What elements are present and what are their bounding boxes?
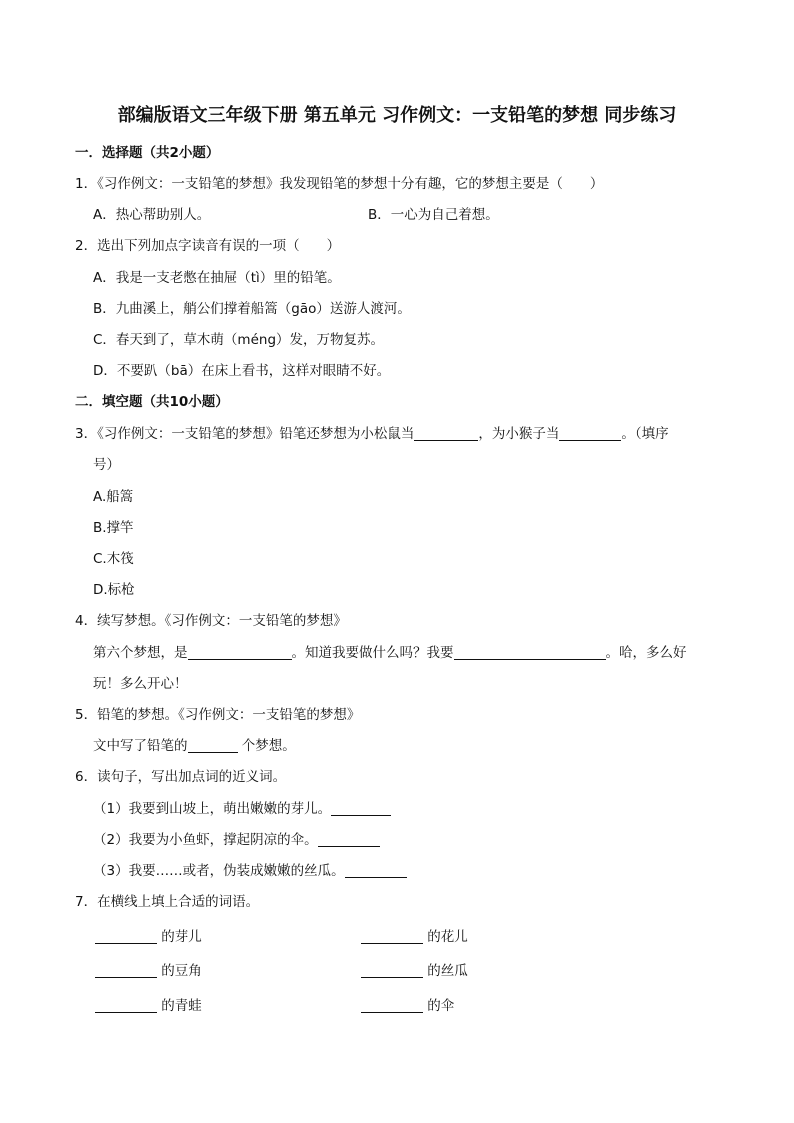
question-3-stem — [75, 425, 669, 443]
question-7-stem: 7．在横线上填上合适的词语。 — [75, 894, 260, 910]
answer-blank[interactable] — [331, 801, 391, 816]
question-3-text-1: 3．《习作例文：一支铅笔的梦想》铅笔还梦想为小松鼠当 — [75, 426, 415, 442]
question-1-option-b: B．一心为自己着想。 — [368, 207, 499, 223]
question-3-text-4: 号） — [93, 457, 120, 473]
question-4-text-4: 玩！多么开心！ — [93, 676, 188, 692]
question-7-item-4 — [361, 962, 468, 980]
question-3-option-c: C.木筏 — [93, 551, 134, 567]
question-2-option-c: C．春天到了，草木萌（méng）发，万物复苏。 — [93, 332, 385, 348]
question-6-sentence-3-text: （3）我要……或者，伪装成嫩嫩的丝瓜。 — [93, 863, 345, 879]
question-7-item-6 — [361, 997, 454, 1015]
question-3-option-a: A.船篙 — [93, 489, 134, 505]
question-3-option-b: B.撑竿 — [93, 520, 134, 536]
question-2-stem: 2．选出下列加点字读音有误的一项（ ） — [75, 238, 341, 254]
question-4-text-3: 。哈，多么好 — [605, 645, 687, 661]
question-6-sentence-2 — [93, 831, 380, 849]
question-7-item-3 — [95, 962, 202, 980]
section-heading-choice: 一．选择题（共2小题） — [75, 145, 220, 161]
question-7-item-3-text: 的豆角 — [161, 963, 202, 979]
answer-blank[interactable] — [95, 929, 157, 944]
question-3-option-d: D.标枪 — [93, 582, 135, 598]
answer-blank[interactable] — [188, 645, 292, 660]
answer-blank[interactable] — [188, 738, 238, 753]
answer-blank[interactable] — [454, 645, 606, 660]
question-5-text-2: 个梦想。 — [241, 738, 296, 754]
answer-blank[interactable] — [345, 863, 407, 878]
question-7-item-2 — [361, 928, 468, 946]
question-4-text-1: 第六个梦想，是 — [93, 645, 188, 661]
answer-blank[interactable] — [95, 998, 157, 1013]
question-6-sentence-1 — [93, 800, 391, 818]
page-title: 部编版语文三年级下册 第五单元 习作例文：一支铅笔的梦想 同步练习 — [117, 105, 677, 126]
question-4-stem: 4．续写梦想。《习作例文：一支铅笔的梦想》 — [75, 613, 347, 629]
answer-blank[interactable] — [361, 998, 423, 1013]
answer-blank[interactable] — [361, 929, 423, 944]
question-3-text-2: ，为小猴子当 — [478, 426, 560, 442]
answer-blank[interactable] — [559, 426, 621, 441]
question-7-item-5 — [95, 997, 202, 1015]
question-2-option-b: B．九曲溪上，艄公们撑着船篙（gāo）送游人渡河。 — [93, 301, 411, 317]
answer-blank[interactable] — [361, 963, 423, 978]
question-6-sentence-2-text: （2）我要为小鱼虾，撑起阴凉的伞。 — [93, 832, 318, 848]
question-1-stem: 1．《习作例文：一支铅笔的梦想》我发现铅笔的梦想十分有趣，它的梦想主要是（ ） — [75, 176, 604, 192]
question-7-item-6-text: 的伞 — [427, 998, 455, 1014]
answer-blank[interactable] — [95, 963, 157, 978]
question-3-text-3: 。（填序 — [621, 426, 669, 442]
question-5-text-1: 文中写了铅笔的 — [93, 738, 188, 754]
question-2-option-a: A．我是一支老憋在抽屉（tì）里的铅笔。 — [93, 270, 341, 286]
question-7-item-1 — [95, 928, 202, 946]
question-7-item-5-text: 的青蛙 — [161, 998, 202, 1014]
question-6-sentence-1-text: （1）我要到山坡上，萌出嫩嫩的芽儿。 — [93, 801, 332, 817]
question-7-item-2-text: 的花儿 — [427, 929, 468, 945]
question-4-text-2: 。知道我要做什么吗？我要 — [291, 645, 454, 661]
question-5-stem: 5．铅笔的梦想。《习作例文：一支铅笔的梦想》 — [75, 707, 361, 723]
answer-blank[interactable] — [318, 832, 380, 847]
answer-blank[interactable] — [414, 426, 478, 441]
question-2-option-d: D．不要趴（bā）在床上看书，这样对眼睛不好。 — [93, 363, 391, 379]
question-6-stem: 6．读句子，写出加点词的近义词。 — [75, 769, 287, 785]
section-heading-fill: 二．填空题（共10小题） — [75, 394, 229, 410]
question-7-item-1-text: 的芽儿 — [161, 929, 202, 945]
question-5-line — [93, 737, 296, 755]
question-4-line — [93, 644, 687, 662]
question-6-sentence-3 — [93, 862, 407, 880]
question-7-item-4-text: 的丝瓜 — [427, 963, 468, 979]
question-1-option-a: A．热心帮助别人。 — [93, 207, 211, 223]
